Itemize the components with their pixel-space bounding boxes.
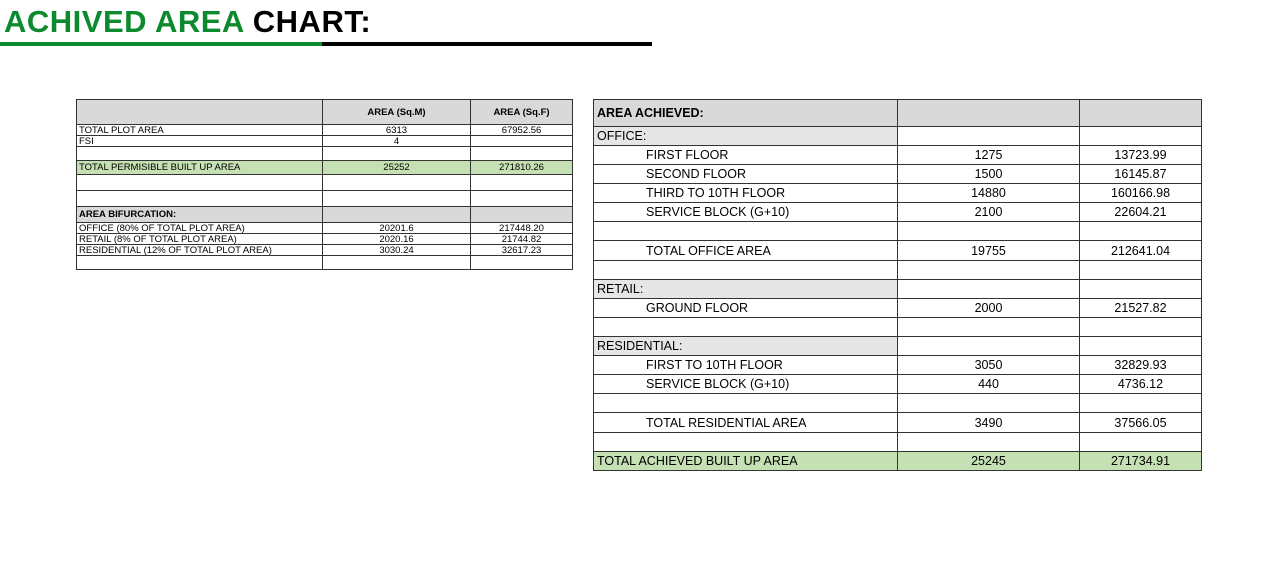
value-sqm: 2000 xyxy=(898,299,1080,318)
value-sqm: 440 xyxy=(898,375,1080,394)
table-row xyxy=(77,245,573,256)
value-sqf xyxy=(1080,433,1202,452)
table-total-row xyxy=(594,413,1202,433)
table-row xyxy=(77,147,573,161)
table-row xyxy=(594,203,1202,222)
value-sqf: 37566.05 xyxy=(1080,413,1202,433)
title-green-part: ACHIVED AREA xyxy=(4,4,253,39)
row-label xyxy=(77,147,323,161)
row-label: TOTAL PLOT AREA xyxy=(77,125,323,136)
row-label xyxy=(77,175,323,191)
value-sqf xyxy=(471,256,573,270)
value-sqm xyxy=(898,337,1080,356)
row-label xyxy=(594,433,898,452)
value-sqf: 212641.04 xyxy=(1080,241,1202,261)
header-cell: AREA (Sq.F) xyxy=(471,100,573,125)
table-row xyxy=(594,433,1202,452)
title-black-part: CHART: xyxy=(252,4,372,39)
table-row xyxy=(594,318,1202,337)
table-row xyxy=(77,223,573,234)
value-sqf xyxy=(471,136,573,147)
row-label xyxy=(77,256,323,270)
table-row xyxy=(594,165,1202,184)
table-row xyxy=(594,222,1202,241)
table-row xyxy=(594,375,1202,394)
table-section-row xyxy=(594,127,1202,146)
row-label: RESIDENTIAL (12% OF TOTAL PLOT AREA) xyxy=(77,245,323,256)
table-row xyxy=(77,256,573,270)
header-cell xyxy=(77,100,323,125)
value-sqm xyxy=(898,318,1080,337)
row-label: SERVICE BLOCK (G+10) xyxy=(594,375,898,394)
value-sqm xyxy=(898,127,1080,146)
row-label: AREA BIFURCATION: xyxy=(77,207,323,223)
value-sqm: 25245 xyxy=(898,452,1080,471)
value-sqm: 2020.16 xyxy=(323,234,471,245)
row-label: GROUND FLOOR xyxy=(594,299,898,318)
value-sqm: 6313 xyxy=(323,125,471,136)
value-sqf: 67952.56 xyxy=(471,125,573,136)
value-sqm xyxy=(323,175,471,191)
table-row xyxy=(594,299,1202,318)
header-cell: AREA (Sq.M) xyxy=(323,100,471,125)
value-sqm xyxy=(323,191,471,207)
table-row xyxy=(77,191,573,207)
value-sqf xyxy=(471,175,573,191)
table-row xyxy=(77,175,573,191)
table-row xyxy=(594,394,1202,413)
value-sqm xyxy=(898,433,1080,452)
value-sqm: 4 xyxy=(323,136,471,147)
value-sqm xyxy=(898,261,1080,280)
row-label xyxy=(594,318,898,337)
value-sqf xyxy=(471,147,573,161)
area-requirement-table xyxy=(76,99,573,270)
row-label: SECOND FLOOR xyxy=(594,165,898,184)
value-sqm xyxy=(323,207,471,223)
value-sqm xyxy=(898,394,1080,413)
value-sqm: 3490 xyxy=(898,413,1080,433)
value-sqm: 19755 xyxy=(898,241,1080,261)
value-sqf xyxy=(1080,280,1202,299)
table-section-row xyxy=(594,337,1202,356)
value-sqf xyxy=(1080,394,1202,413)
value-sqf xyxy=(471,191,573,207)
value-sqm: 20201.6 xyxy=(323,223,471,234)
value-sqf xyxy=(1080,318,1202,337)
page-title xyxy=(0,2,652,46)
value-sqf: 16145.87 xyxy=(1080,165,1202,184)
row-label: THIRD TO 10TH FLOOR xyxy=(594,184,898,203)
value-sqf xyxy=(1080,222,1202,241)
row-label xyxy=(594,394,898,413)
table-row xyxy=(594,356,1202,375)
row-label: OFFICE: xyxy=(594,127,898,146)
value-sqf: 4736.12 xyxy=(1080,375,1202,394)
value-sqf: 217448.20 xyxy=(471,223,573,234)
value-sqf: 32829.93 xyxy=(1080,356,1202,375)
value-sqm xyxy=(898,280,1080,299)
table-header-row xyxy=(594,100,1202,127)
table-row xyxy=(594,184,1202,203)
value-sqf xyxy=(1080,337,1202,356)
value-sqf xyxy=(471,207,573,223)
value-sqf: 21744.82 xyxy=(471,234,573,245)
row-label: FSI xyxy=(77,136,323,147)
header-cell xyxy=(898,100,1080,127)
title-text xyxy=(4,4,371,40)
value-sqf: 271734.91 xyxy=(1080,452,1202,471)
value-sqm: 3050 xyxy=(898,356,1080,375)
value-sqf: 160166.98 xyxy=(1080,184,1202,203)
row-label xyxy=(594,261,898,280)
value-sqm xyxy=(898,222,1080,241)
row-label: RETAIL (8% OF TOTAL PLOT AREA) xyxy=(77,234,323,245)
value-sqm: 25252 xyxy=(323,161,471,175)
title-underline-accent xyxy=(0,42,322,46)
table-grand-total-row xyxy=(594,452,1202,471)
row-label: TOTAL RESIDENTIAL AREA xyxy=(594,413,898,433)
table-row xyxy=(594,146,1202,165)
table-row xyxy=(77,125,573,136)
table-section-row xyxy=(77,207,573,223)
header-cell xyxy=(1080,100,1202,127)
row-label: TOTAL OFFICE AREA xyxy=(594,241,898,261)
value-sqm xyxy=(323,147,471,161)
value-sqm: 1500 xyxy=(898,165,1080,184)
table-header-row xyxy=(77,100,573,125)
value-sqf: 22604.21 xyxy=(1080,203,1202,222)
table-row xyxy=(594,261,1202,280)
value-sqm: 2100 xyxy=(898,203,1080,222)
value-sqf: 32617.23 xyxy=(471,245,573,256)
value-sqm: 14880 xyxy=(898,184,1080,203)
table-row-highlight xyxy=(77,161,573,175)
row-label: FIRST FLOOR xyxy=(594,146,898,165)
row-label: RESIDENTIAL: xyxy=(594,337,898,356)
table-total-row xyxy=(594,241,1202,261)
value-sqm: 3030.24 xyxy=(323,245,471,256)
header-cell: AREA ACHIEVED: xyxy=(594,100,898,127)
table-row xyxy=(77,136,573,147)
value-sqf: 21527.82 xyxy=(1080,299,1202,318)
value-sqf xyxy=(1080,127,1202,146)
row-label: FIRST TO 10TH FLOOR xyxy=(594,356,898,375)
row-label: TOTAL PERMISIBLE BUILT UP AREA xyxy=(77,161,323,175)
value-sqf xyxy=(1080,261,1202,280)
row-label: TOTAL ACHIEVED BUILT UP AREA xyxy=(594,452,898,471)
row-label: SERVICE BLOCK (G+10) xyxy=(594,203,898,222)
table-row xyxy=(77,234,573,245)
row-label: RETAIL: xyxy=(594,280,898,299)
row-label xyxy=(594,222,898,241)
value-sqm xyxy=(323,256,471,270)
value-sqm: 1275 xyxy=(898,146,1080,165)
area-achieved-table xyxy=(593,99,1202,471)
row-label xyxy=(77,191,323,207)
table-section-row xyxy=(594,280,1202,299)
value-sqf: 13723.99 xyxy=(1080,146,1202,165)
row-label: OFFICE (80% OF TOTAL PLOT AREA) xyxy=(77,223,323,234)
value-sqf: 271810.26 xyxy=(471,161,573,175)
